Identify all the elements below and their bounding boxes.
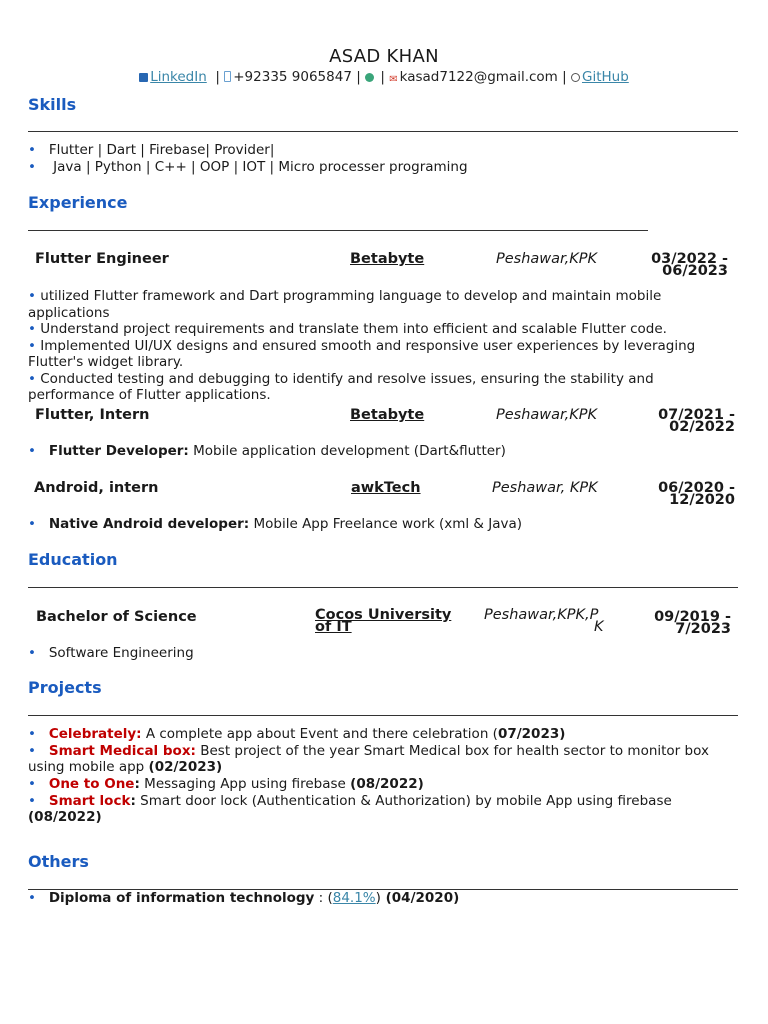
- divider: [28, 715, 738, 716]
- job-org: Betabyte: [350, 407, 425, 423]
- linkedin-link[interactable]: LinkedIn: [150, 69, 207, 85]
- divider: [28, 587, 738, 588]
- email-address: kasad7122@gmail.com: [399, 69, 558, 85]
- school-location: Peshawar,KPK,P K: [484, 607, 604, 635]
- job-desc-line: • Understand project requirements and translate them into efficient and scalable Flutter code.: [28, 321, 667, 337]
- github-icon: [571, 73, 580, 82]
- degree-title: Bachelor of Science: [36, 609, 197, 625]
- job-date: 07/2021 - 02/2022: [658, 407, 735, 435]
- job-desc-line: • utilized Flutter framework and Dart programming language to develop and maintain mobile: [28, 288, 662, 304]
- job-title: Android, intern: [34, 480, 159, 496]
- job-org: Betabyte: [350, 251, 425, 267]
- percent-link[interactable]: 84.1%: [332, 890, 376, 906]
- job-org: awkTech: [351, 480, 421, 496]
- section-title-experience: Experience: [28, 193, 128, 212]
- job-location: Peshawar,KPK: [496, 251, 598, 267]
- job-desc-line: • Native Android developer: Mobile App Freelance work (xml & Java): [28, 516, 522, 532]
- project-item: • Smart Medical box: Best project of the year Smart Medical box for health sector to monitor box: [28, 743, 709, 759]
- section-title-projects: Projects: [28, 678, 102, 697]
- divider: [28, 230, 648, 231]
- education-item: • Software Engineering: [28, 645, 194, 661]
- job-desc-line: • Conducted testing and debugging to identify and resolve issues, ensuring the stability and: [28, 371, 654, 387]
- divider: [28, 131, 738, 132]
- job-desc-line: • Implemented UI/UX designs and ensured smooth and responsive user experiences by leveraging: [28, 338, 696, 354]
- project-item: • Celebrately: A complete app about Event and there celebration (07/2023): [28, 726, 566, 742]
- others-item: • Diploma of information technology : (84.1%) (04/2020): [28, 890, 460, 906]
- skill-item: • Flutter | Dart | Firebase| Provider|: [28, 142, 275, 158]
- job-date: 06/2020 - 12/2020: [658, 480, 735, 508]
- github-link[interactable]: GitHub: [581, 69, 629, 85]
- phone-number: +92335 9065847: [233, 69, 352, 85]
- job-desc-line: • Flutter Developer: Mobile application development (Dart&flutter): [28, 443, 506, 459]
- job-desc-line: applications: [28, 305, 110, 321]
- job-title: Flutter, Intern: [35, 407, 150, 423]
- job-title: Flutter Engineer: [35, 251, 169, 267]
- section-title-skills: Skills: [28, 95, 77, 114]
- job-date: 03/2022 - 06/2023: [651, 251, 728, 279]
- education-date: 09/2019 - 7/2023: [654, 609, 731, 637]
- school-name: Cocos University of IT: [315, 607, 452, 635]
- project-item: • Smart lock: Smart door lock (Authentication & Authorization) by mobile App using firebase: [28, 793, 672, 809]
- section-title-education: Education: [28, 550, 118, 569]
- skill-item: • Java | Python | C++ | OOP | IOT | Micro processer programing: [28, 159, 468, 175]
- linkedin-icon: [139, 73, 148, 82]
- project-item-cont: using mobile app (02/2023): [28, 759, 223, 775]
- job-desc-line: performance of Flutter applications.: [28, 387, 271, 403]
- job-location: Peshawar, KPK: [492, 480, 598, 496]
- section-title-others: Others: [28, 852, 89, 871]
- contact-line: LinkedIn | +92335 9065847 | | ✉ kasad7122@gmail.com | GitHub: [0, 69, 768, 85]
- job-location: Peshawar,KPK: [496, 407, 598, 423]
- project-item-cont: (08/2022): [28, 809, 102, 825]
- phone-icon: [224, 71, 231, 82]
- project-item: • One to One: Messaging App using firebase (08/2022): [28, 776, 424, 792]
- globe-icon: [365, 73, 374, 82]
- job-desc-line: Flutter's widget library.: [28, 354, 184, 370]
- resume-name: ASAD KHAN: [329, 46, 439, 67]
- mail-icon: ✉: [389, 74, 398, 85]
